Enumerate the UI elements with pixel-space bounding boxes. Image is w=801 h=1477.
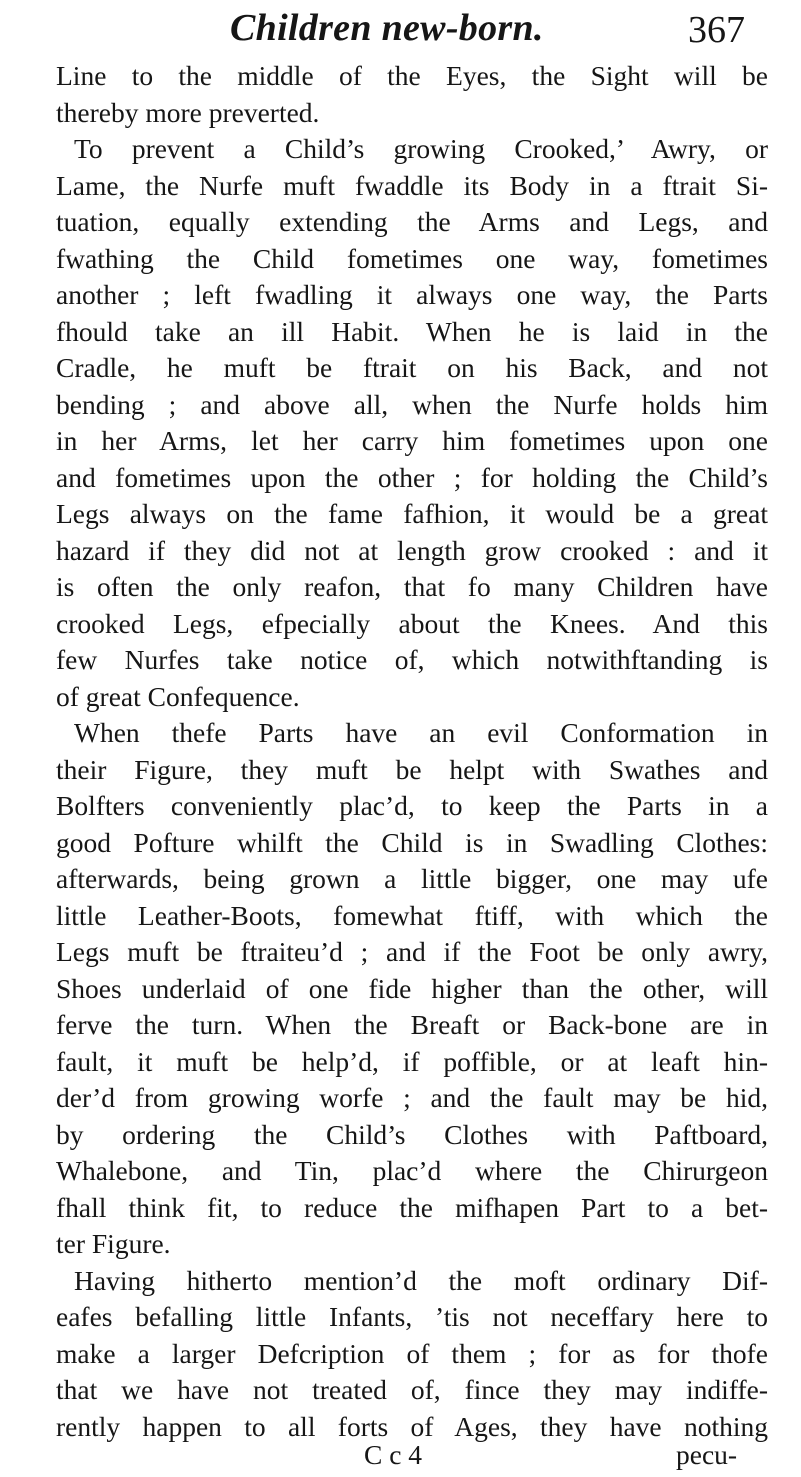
text-line: good Pofture whilft the Child is in Swadling Clothes: bbox=[56, 826, 768, 858]
text-line: little Leather-Boots, fomewhat ftiff, with which the bbox=[56, 899, 768, 931]
text-line: bending ; and above all, when the Nurfe holds him bbox=[56, 388, 768, 420]
running-title: Children new-born. bbox=[230, 7, 544, 49]
text-line: make a larger Defcription of them ; for as for thofe bbox=[56, 1337, 768, 1369]
text-line: fhall think fit, to reduce the mifhapen Part to a bet- bbox=[56, 1191, 768, 1223]
text-line: Bolfters conveniently plac’d, to keep the Parts in a bbox=[56, 790, 768, 821]
text-line: ter Figure. bbox=[56, 1228, 171, 1259]
text-line: of great Confequence. bbox=[56, 680, 300, 712]
text-line: another ; left fwadling it always one way, the Parts bbox=[56, 279, 768, 310]
text-line: Line to the middle of the Eyes, the Sight will be bbox=[56, 60, 768, 91]
page-number: 367 bbox=[688, 9, 745, 51]
text-line: fhould take an ill Habit. When he is laid in the bbox=[56, 315, 768, 347]
text-line: by ordering the Child’s Clothes with Paftboard, bbox=[56, 1118, 768, 1150]
page-footer bbox=[0, 1437, 801, 1473]
text-line: Shoes underlaid of one fide higher than the other, will bbox=[56, 972, 768, 1004]
text-line: fault, it muft be help’d, if poffible, or at leaft hin- bbox=[56, 1045, 768, 1077]
signature-mark: C c 4 bbox=[364, 1439, 423, 1470]
running-head bbox=[0, 6, 801, 54]
text-line: their Figure, they muft be helpt with Swathes and bbox=[56, 753, 768, 785]
text-line: few Nurfes take notice of, which notwithftanding is bbox=[56, 644, 768, 675]
text-line: fwathing the Child fometimes one way, fometimes bbox=[56, 242, 768, 274]
text-line: Whalebone, and Tin, plac’d where the Chirurgeon bbox=[56, 1155, 768, 1186]
text-line: der’d from growing worfe ; and the fault may be hid, bbox=[56, 1082, 768, 1113]
text-line: Having hitherto mention’d the moft ordinary Dif- bbox=[74, 1264, 768, 1296]
text-line: is often the only reafon, that fo many Children have bbox=[56, 571, 768, 602]
text-line: Cradle, he muft be ftrait on his Back, and not bbox=[56, 352, 768, 383]
text-line: in her Arms, let her carry him fometimes upon one bbox=[56, 425, 768, 456]
text-line: and fometimes upon the other ; for holding the Child’s bbox=[56, 461, 768, 493]
text-line: crooked Legs, efpecially about the Knees. And this bbox=[56, 607, 768, 639]
catchword: pecu- bbox=[676, 1439, 738, 1470]
text-line: Legs always on the fame fafhion, it would be a great bbox=[56, 498, 768, 529]
text-line: rently happen to all forts of Ages, they have nothing bbox=[56, 1410, 768, 1442]
text-line: that we have not treated of, fince they may indiffe- bbox=[56, 1374, 768, 1405]
text-line: eafes befalling little Infants, ’tis not neceffary here to bbox=[56, 1301, 768, 1332]
text-line: Legs muft be ftraiteu’d ; and if the Foot be only awry, bbox=[56, 936, 768, 967]
text-line: thereby more preverted. bbox=[56, 96, 320, 128]
text-line: When thefe Parts have an evil Conformation in bbox=[74, 717, 768, 748]
text-line: ferve the turn. When the Breaft or Back-bone are in bbox=[56, 1009, 768, 1040]
text-line: tuation, equally extending the Arms and Legs, and bbox=[56, 206, 768, 237]
text-line: hazard if they did not at length grow crooked : and it bbox=[56, 534, 768, 566]
text-line: Lame, the Nurfe muft fwaddle its Body in a ftrait Si- bbox=[56, 169, 768, 201]
text-line: To prevent a Child’s growing Crooked,’ Awry, or bbox=[74, 133, 768, 164]
body-text bbox=[56, 58, 768, 1445]
text-line: afterwards, being grown a little bigger, one may ufe bbox=[56, 863, 768, 894]
